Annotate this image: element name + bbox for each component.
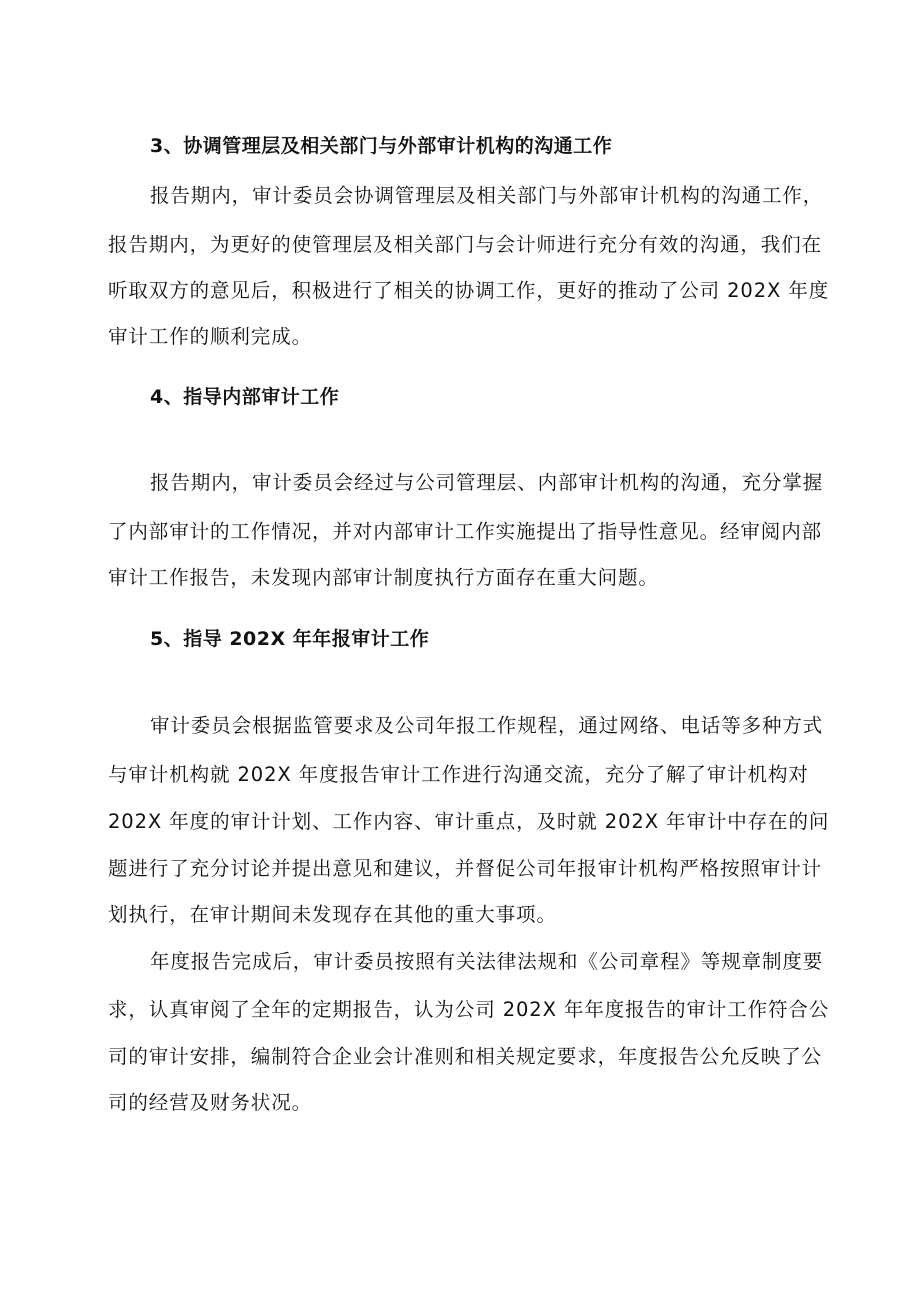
- section-5-para-1-line-5: 划执行，在审计期间未发现存在其他的重大事项。: [108, 903, 557, 926]
- section-4-para-1-line-1: 报告期内，审计委员会经过与公司管理层、内部审计机构的沟通，充分掌握: [150, 471, 824, 494]
- section-5-para-2-line-3: 司的审计安排，编制符合企业会计准则和相关规定要求，年度报告公允反映了公: [108, 1045, 823, 1068]
- section-5-heading: 5、指导 202X 年年报审计工作: [150, 628, 430, 650]
- section-5-para-1-line-2: 与审计机构就 202X 年度报告审计工作进行沟通交流，充分了解了审计机构对: [108, 763, 809, 786]
- section-3-para-1-line-3: 听取双方的意见后，积极进行了相关的协调工作，更好的推动了公司 202X 年度: [108, 279, 830, 302]
- section-3-para-1-line-4: 审计工作的顺利完成。: [108, 325, 313, 348]
- section-5-para-2-line-4: 司的经营及财务状况。: [108, 1091, 313, 1114]
- section-3-para-1-line-1: 报告期内，审计委员会协调管理层及相关部门与外部审计机构的沟通工作，: [150, 184, 824, 207]
- section-5-para-1-line-3: 202X 年度的审计计划、工作内容、审计重点，及时就 202X 年审计中存在的问: [108, 810, 830, 833]
- section-3-para-1-line-2: 报告期内，为更好的使管理层及相关部门与会计师进行充分有效的沟通，我们在: [108, 233, 823, 256]
- section-4-heading: 4、指导内部审计工作: [150, 386, 340, 408]
- section-4-para-1-line-2: 了内部审计的工作情况，并对内部审计工作实施提出了指导性意见。经审阅内部: [108, 520, 823, 543]
- section-4-para-1-line-3: 审计工作报告，未发现内部审计制度执行方面存在重大问题。: [108, 566, 659, 589]
- section-5-para-2-line-1: 年度报告完成后，审计委员按照有关法律法规和《公司章程》等规章制度要: [150, 950, 824, 973]
- section-5-para-1-line-4: 题进行了充分讨论并提出意见和建议，并督促公司年报审计机构严格按照审计计: [108, 857, 823, 880]
- section-3-heading: 3、协调管理层及相关部门与外部审计机构的沟通工作: [150, 135, 613, 157]
- section-5-para-2-line-2: 求，认真审阅了全年的定期报告，认为公司 202X 年年度报告的审计工作符合公: [108, 998, 830, 1021]
- section-5-para-1-line-1: 审计委员会根据监管要求及公司年报工作规程，通过网络、电话等多种方式: [150, 714, 824, 737]
